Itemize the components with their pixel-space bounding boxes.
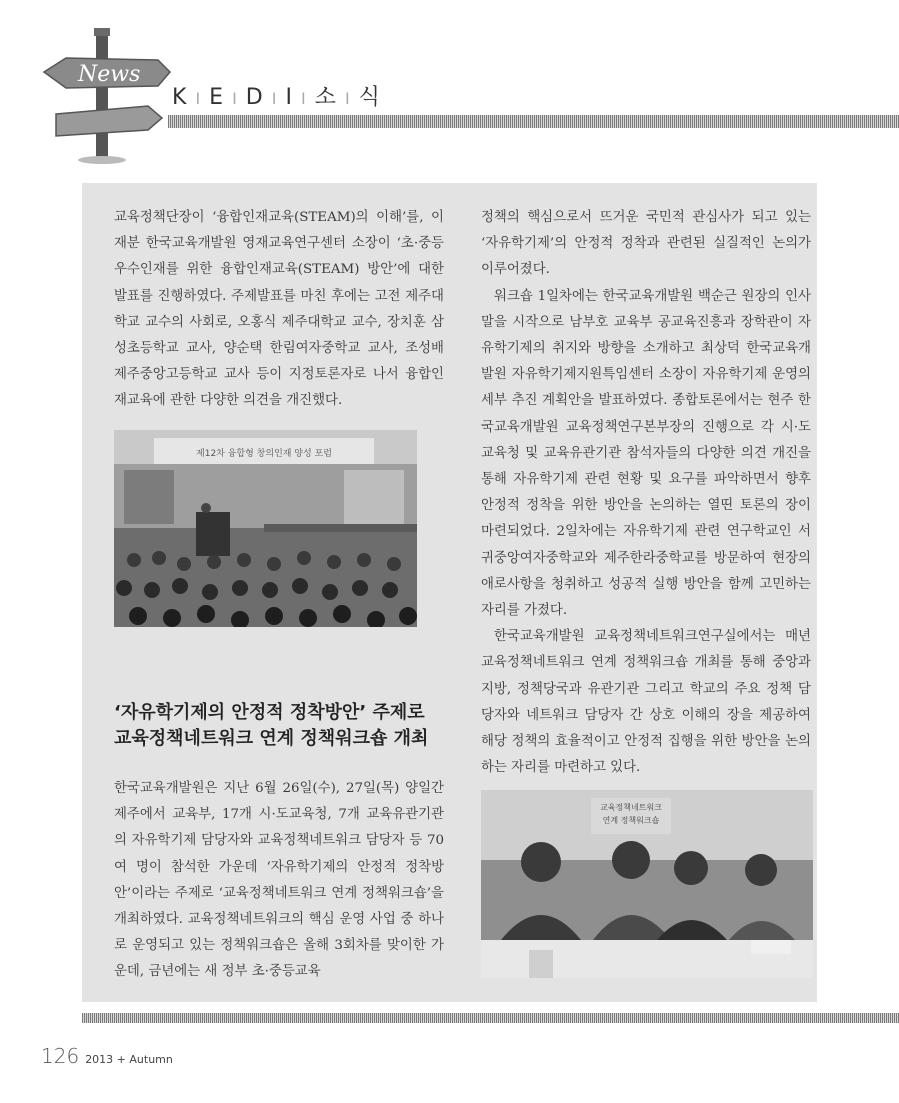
workshop-banner-line2: 연계 정책워크숍	[602, 816, 660, 825]
brand-letter: D	[245, 85, 264, 110]
article2-headline	[114, 700, 454, 752]
header-rule	[168, 115, 899, 128]
article1-paragraph: 교육정책단장이 ‘융합인재교육(STEAM)의 이해’를, 이재분 한국교육개발원 영재교육연구센터 소장이 ‘초·중등 우수인재를 위한 융합인재교육(STEAM) 방안’에 대한 발표를 진행하였다. 주제발표를 마친 후에는 고전 제주대학교 교수의 사회로, 오홍식 제주대학교 교수, 장치훈 삼성초등학교 교사, 양순택 한림여자중학교 교사, 조성배 제주중앙고등학교 교사 등이 지정토론자로 나서 융합인재교육에 관한 다양한 의견을 개진했다.	[114, 210, 444, 409]
brand-separator: I	[271, 89, 278, 108]
brand-letter: K	[172, 85, 188, 110]
article2-paragraph: 정책의 핵심으로서 뜨거운 국민적 관심사가 되고 있는 ‘자유학기제’의 안정적 정착과 관련된 실질적인 논의가 이루어졌다.	[481, 210, 811, 278]
article1-text	[114, 205, 444, 415]
headline-line: ‘자유학기제의 안정적 정착방안’ 주제로	[114, 702, 425, 723]
brand-letter: 식	[358, 85, 381, 110]
article2-paragraph: 한국교육개발원은 지난 6월 26일(수), 27일(목) 양일간 제주에서 교육부, 17개 시·도교육청, 7개 교육유관기관의 자유학기제 담당자와 교육정책네트워크 담당자 등 70여 명이 참석한 가운데 ‘자유학기제의 안정적 정착방안’이라는 주제로 ‘교육정책네트워크 연계 정책워크숍’을 개최하였다. 교육정책네트워크의 핵심 운영 사업 중 하나로 운영되고 있는 정책워크숍은 올해 3회차를 맞이한 가운데, 금년에는 새 정부 초·중등교육	[114, 781, 444, 980]
article2-paragraph: 워크숍 1일차에는 한국교육개발원 백순근 원장의 인사말을 시작으로 남부호 교육부 공교육진흥과 장학관이 자유학기제의 취지와 방향을 소개하고 최상덕 한국교육개발원 자유학기제지원특임센터 소장이 자유학기제 운영의 세부 추진 계획안을 발표하였다. 종합토론에서는 현주 한국교육개발원 교육정책연구본부장의 진행으로 각 시·도교육청 및 교육유관기관 참석자들의 다양한 의견 개진을 통해 자유학기제 관련 현황 및 요구를 파악하면서 향후 안정적 정착을 위한 방안을 논의하는 열띤 토론의 장이 마련되었다. 2일차에는 자유학기제 관련 연구학교인 서귀중앙여자중학교와 제주한라중학교를 방문하여 현장의 애로사항을 청취하고 성공적 실행 방안을 함께 고민하는 자리를 가졌다.	[481, 288, 811, 619]
page-number: 126	[41, 1044, 80, 1068]
workshop-banner-line1: 교육정책네트워크	[600, 803, 662, 812]
article2-paragraph: 한국교육개발원 교육정책네트워크연구실에서는 매년 교육정책네트워크 연계 정책워크숍 개최를 통해 중앙과 지방, 정책당국과 유관기관 그리고 학교의 주요 정책 담당자와 네트워크 담당자 간 상호 이해의 장을 제공하여 해당 정책의 효율적이고 안정적 집행을 위한 방안을 논의하는 자리를 마련하고 있다.	[481, 629, 811, 776]
article2-left-text	[114, 776, 444, 986]
page-footer	[41, 1044, 173, 1068]
brand-letter: I	[285, 85, 293, 110]
brand-separator: I	[300, 89, 307, 108]
brand-letter: 소	[314, 85, 337, 110]
headline-line: 교육정책네트워크 연계 정책워크숍 개최	[114, 728, 429, 749]
brand-separator: I	[195, 89, 202, 108]
issue-label: 2013 + Autumn	[85, 1053, 173, 1066]
news-signpost-logo	[38, 14, 178, 164]
forum-auditorium-photo	[114, 430, 417, 627]
brand-letter: E	[209, 85, 225, 110]
footer-rule	[82, 1013, 899, 1023]
section-title	[172, 80, 381, 111]
logo-text: News	[78, 62, 141, 87]
forum-banner-text: 제12차 융합형 창의인재 양성 포럼	[196, 449, 332, 459]
article2-right-text	[481, 205, 811, 781]
brand-separator: I	[232, 89, 238, 108]
brand-separator: I	[344, 89, 351, 108]
workshop-panel-photo	[481, 790, 813, 978]
